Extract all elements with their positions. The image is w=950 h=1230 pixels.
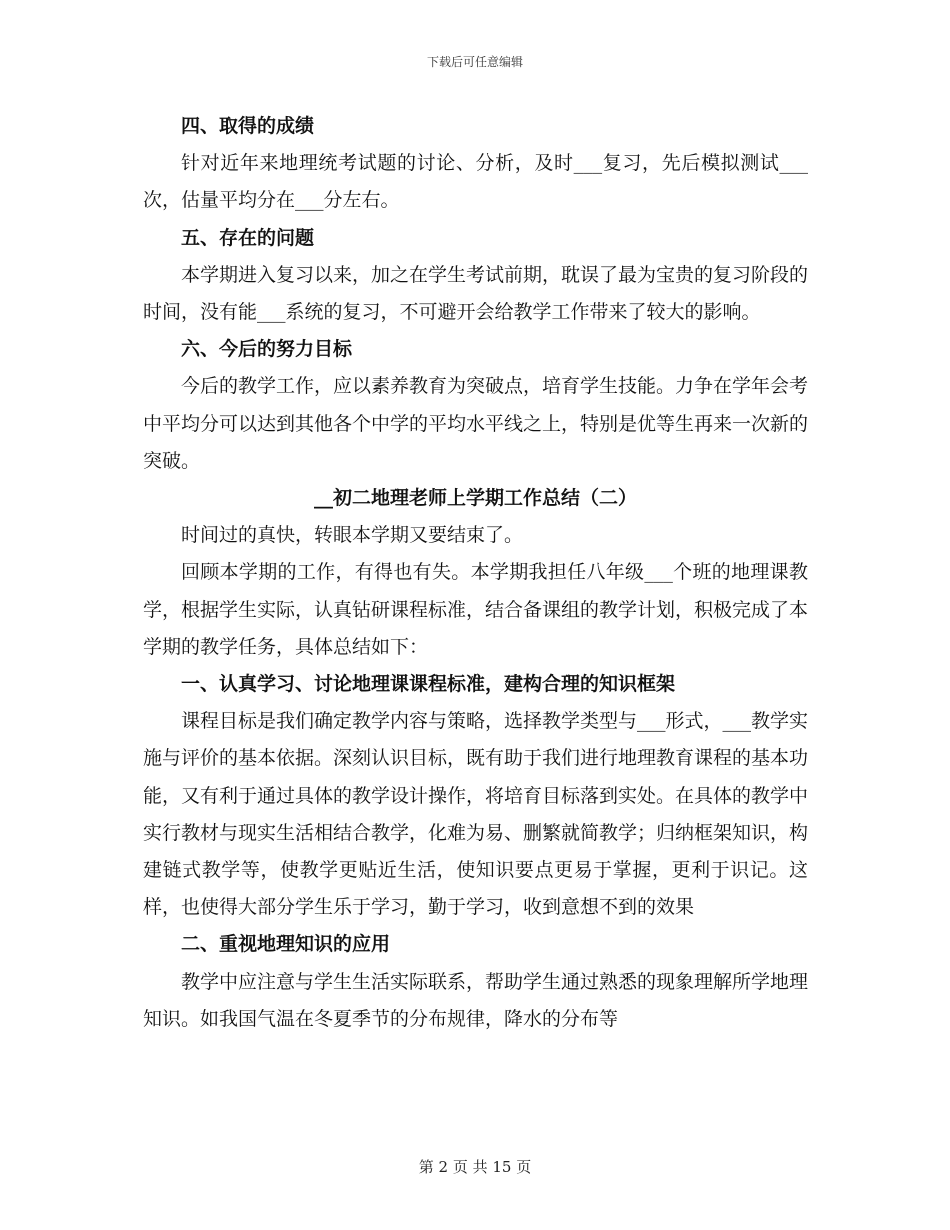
body-paragraph: 时间过的真快，转眼本学期又要结束了。 [181, 524, 524, 547]
body-paragraph: 回顾本学期的工作，有得也有失。本学期我担任八年级___个班的地理课教学，根据学生实际，认真钻研课程标准，结合备课组的教学计划，积极完成了本学期的教学任务，具体总结如下： [143, 561, 809, 658]
document-title: __初二地理老师上学期工作总结（二） [313, 487, 637, 510]
body-paragraph: 课程目标是我们确定教学内容与策略，选择教学类型与___形式，___教学实施与评价的基本依据。深刻认识目标，既有助于我们进行地理教育课程的基本功能，又有利于通过具体的教学设计操作，将培育目标落到实处。在具体的教学中实行教材与现实生活相结合教学，化难为易、删繁就简教学；归纳框架知识，构建链式教学等，使教学更贴近生活，使知识要点更易于掌握，更利于识记。这样，也使得大部分学生乐于学习，勤于学习，收到意想不到的效果 [143, 710, 809, 919]
body-paragraph: 针对近年来地理统考试题的讨论、分析，及时___复习，先后模拟测试___次，估量平均分在___分左右。 [143, 152, 808, 212]
document-body [143, 108, 808, 1038]
section-heading: 五、存在的问题 [181, 226, 315, 249]
section-heading: 一、认真学习、讨论地理课课程标准，建构合理的知识框架 [181, 673, 676, 696]
section-heading: 四、取得的成绩 [181, 115, 315, 137]
page-number: 第 2 页 共 15 页 [418, 1158, 532, 1176]
body-paragraph: 今后的教学工作，应以素养教育为突破点，培育学生技能。力争在学年会考中平均分可以达到其他各个中学的平均水平线之上，特别是优等生再来一次新的突破。 [143, 375, 809, 472]
page-header: 下载后可任意编辑 [426, 55, 523, 69]
body-paragraph: 教学中应注意与学生生活实际联系，帮助学生通过熟悉的现象理解所学地理知识。如我国气温在冬夏季节的分布规律，降水的分布等 [143, 970, 809, 1030]
body-paragraph: 本学期进入复习以来，加之在学生考试前期，耽误了最为宝贵的复习阶段的时间，没有能___系统的复习，不可避开会给教学工作带来了较大的影响。 [143, 263, 809, 324]
section-heading: 二、重视地理知识的应用 [181, 933, 391, 956]
section-heading: 六、今后的努力目标 [181, 338, 353, 361]
